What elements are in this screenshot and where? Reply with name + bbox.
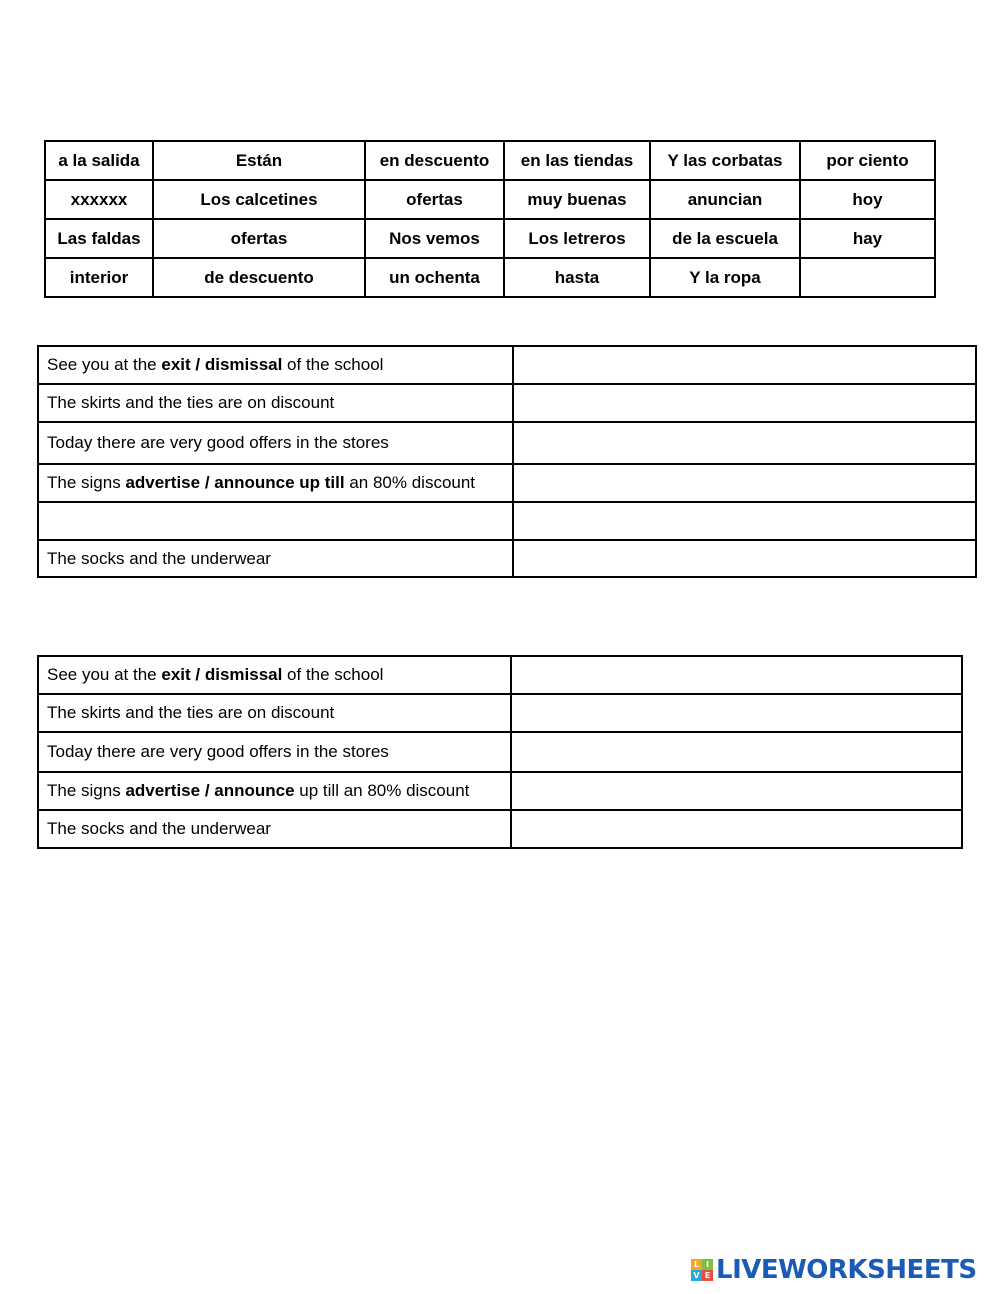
logo-mark-letter: L — [691, 1259, 702, 1270]
translation-table-1 — [37, 345, 977, 578]
logo-mark-letter: I — [702, 1259, 713, 1270]
liveworksheets-logo — [691, 1255, 977, 1285]
word-bank-row — [45, 258, 935, 297]
translation-row — [38, 422, 976, 464]
logo-mark-icon — [691, 1259, 713, 1281]
sentence-segment: See you at the — [47, 665, 162, 685]
word-bank-cell: muy buenas — [504, 180, 650, 219]
answer-cell — [513, 384, 976, 422]
word-bank-cell: Nos vemos — [365, 219, 504, 258]
answer-input[interactable] — [512, 733, 961, 771]
word-bank-cell: ofertas — [153, 219, 365, 258]
word-bank-row — [45, 141, 935, 180]
word-bank-cell: anuncian — [650, 180, 800, 219]
word-bank-cell — [800, 258, 935, 297]
answer-input[interactable] — [514, 423, 975, 463]
translation-row — [38, 694, 962, 732]
english-sentence-cell — [38, 502, 513, 540]
english-sentence-cell — [38, 384, 513, 422]
word-bank-cell: hasta — [504, 258, 650, 297]
sentence-segment: Today there are very good offers in the stores — [47, 433, 389, 453]
sentence-segment: of the school — [282, 355, 384, 375]
word-bank-cell: un ochenta — [365, 258, 504, 297]
english-sentence-cell — [38, 810, 511, 848]
english-sentence-cell — [38, 464, 513, 502]
word-bank-cell: ofertas — [365, 180, 504, 219]
answer-cell — [511, 732, 962, 772]
sentence-bold-segment: exit / dismissal — [161, 355, 283, 375]
translation-row — [38, 384, 976, 422]
word-bank-cell: de descuento — [153, 258, 365, 297]
logo-mark-letter: E — [702, 1270, 713, 1281]
english-sentence-cell — [38, 422, 513, 464]
answer-cell — [513, 422, 976, 464]
answer-cell — [513, 540, 976, 577]
word-bank-cell: Los letreros — [504, 219, 650, 258]
translation-table-2 — [37, 655, 963, 849]
logo-mark-letter: V — [691, 1270, 702, 1281]
word-bank-cell: de la escuela — [650, 219, 800, 258]
word-bank-cell: a la salida — [45, 141, 153, 180]
answer-input[interactable] — [514, 347, 975, 383]
sentence-bold-segment: advertise / announce — [125, 781, 295, 801]
answer-input[interactable] — [514, 385, 975, 421]
sentence-segment: The signs — [47, 781, 126, 801]
answer-input[interactable] — [512, 695, 961, 731]
answer-input[interactable] — [512, 773, 961, 809]
answer-input[interactable] — [512, 811, 961, 847]
word-bank-cell: interior — [45, 258, 153, 297]
word-bank-cell: Y la ropa — [650, 258, 800, 297]
answer-input[interactable] — [512, 657, 961, 693]
translation-row — [38, 810, 962, 848]
english-sentence-cell — [38, 772, 511, 810]
answer-input[interactable] — [514, 541, 975, 576]
answer-cell — [511, 694, 962, 732]
answer-cell — [513, 502, 976, 540]
sentence-segment: The skirts and the ties are on discount — [47, 703, 335, 723]
logo-text: LIVEWORKSHEETS — [716, 1255, 977, 1285]
sentence-bold-segment: advertise / announce up till — [125, 473, 345, 493]
sentence-segment: The socks and the underwear — [47, 819, 271, 839]
english-sentence-cell — [38, 656, 511, 694]
sentence-segment: Today there are very good offers in the stores — [47, 742, 389, 762]
answer-cell — [513, 346, 976, 384]
sentence-segment: The socks and the underwear — [47, 548, 271, 568]
sentence-bold-segment: exit / dismissal — [161, 665, 283, 685]
sentence-segment: an 80% discount — [344, 473, 476, 493]
english-sentence-cell — [38, 732, 511, 772]
english-sentence-cell — [38, 540, 513, 577]
translation-row — [38, 346, 976, 384]
english-sentence-cell — [38, 346, 513, 384]
translation-row — [38, 656, 962, 694]
word-bank-row — [45, 219, 935, 258]
word-bank-cell: hoy — [800, 180, 935, 219]
answer-cell — [511, 656, 962, 694]
answer-cell — [511, 810, 962, 848]
word-bank-cell: en descuento — [365, 141, 504, 180]
word-bank-table — [44, 140, 936, 298]
word-bank-cell: Los calcetines — [153, 180, 365, 219]
answer-cell — [511, 772, 962, 810]
sentence-segment: The skirts and the ties are on discount — [47, 393, 335, 413]
sentence-segment: up till an 80% discount — [294, 781, 470, 801]
word-bank-cell: Y las corbatas — [650, 141, 800, 180]
translation-row — [38, 540, 976, 577]
sentence-segment: The signs — [47, 473, 126, 493]
translation-row — [38, 772, 962, 810]
word-bank-row — [45, 180, 935, 219]
word-bank-cell: por ciento — [800, 141, 935, 180]
translation-row — [38, 464, 976, 502]
word-bank-cell: en las tiendas — [504, 141, 650, 180]
word-bank-cell: Las faldas — [45, 219, 153, 258]
translation-row — [38, 732, 962, 772]
sentence-segment: of the school — [282, 665, 384, 685]
word-bank-cell: Están — [153, 141, 365, 180]
answer-input[interactable] — [514, 465, 975, 501]
english-sentence-cell — [38, 694, 511, 732]
word-bank-cell: xxxxxx — [45, 180, 153, 219]
answer-cell — [513, 464, 976, 502]
answer-input[interactable] — [514, 503, 975, 539]
word-bank-cell: hay — [800, 219, 935, 258]
sentence-segment: See you at the — [47, 355, 162, 375]
translation-row — [38, 502, 976, 540]
